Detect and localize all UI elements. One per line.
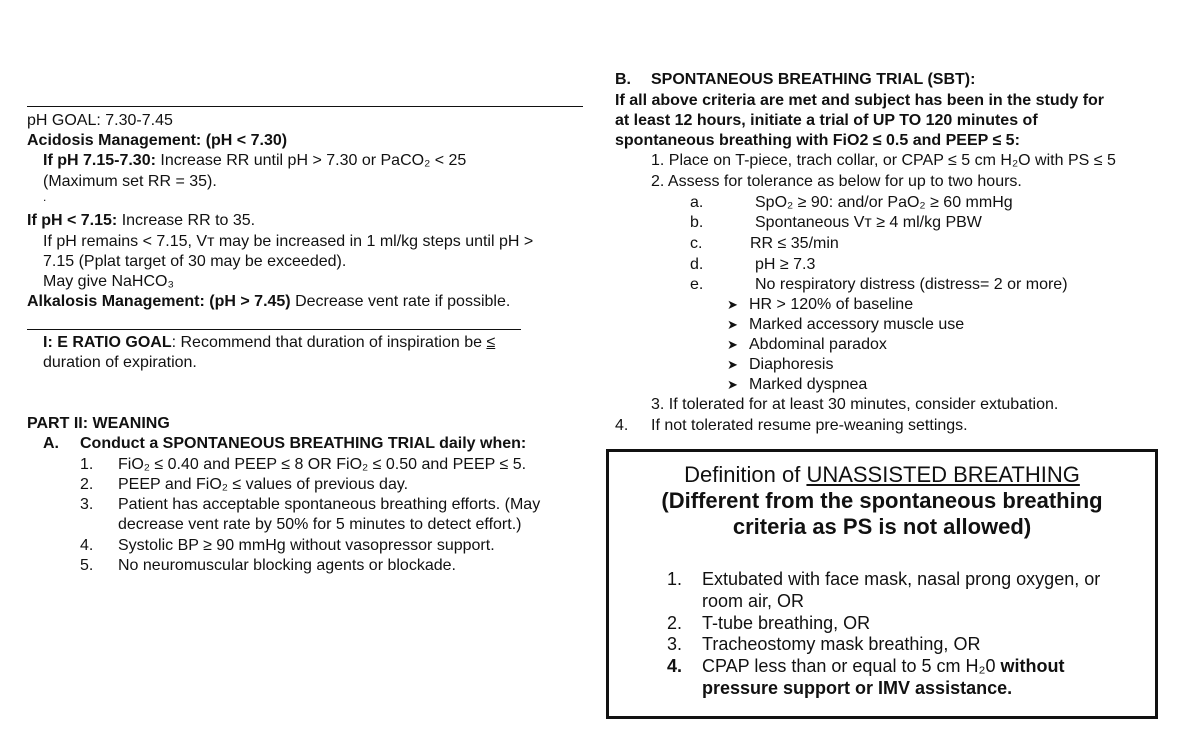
- ph-remains-line2: 7.15 (Pplat target of 30 may be exceeded).: [43, 253, 347, 270]
- arrow-bullet-icon: ➤: [727, 377, 738, 392]
- divider-top: [27, 106, 583, 107]
- definition-item-text-cont: room air, OR: [702, 591, 805, 611]
- ie-ratio-le: ≤: [486, 334, 496, 351]
- tolerance-text: SpO₂ ≥ 90: and/or PaO₂ ≥ 60 mmHg: [755, 194, 1013, 211]
- distress-sign: Marked dyspnea: [749, 376, 868, 393]
- definition-item-text-bold: without: [1000, 656, 1065, 676]
- criterion-text: PEEP and FiO₂ ≤ values of previous day.: [118, 476, 409, 493]
- sbt-intro-line3: spontaneous breathing with FiO2 ≤ 0.5 and PEEP ≤ 5:: [615, 132, 1020, 149]
- tolerance-text: No respiratory distress (distress= 2 or more): [755, 276, 1068, 293]
- ie-ratio-line1: [43, 333, 495, 353]
- ie-ratio-line2: duration of expiration.: [43, 354, 197, 371]
- distress-sign: Diaphoresis: [749, 356, 834, 373]
- ph-lt-715-text: Increase RR to 35.: [117, 212, 256, 229]
- ph-lt-715-label: If pH < 7.15:: [27, 212, 118, 229]
- sbt-step2: 2. Assess for tolerance as below for up to two hours.: [651, 173, 1022, 190]
- sbt-marker: B.: [615, 71, 631, 88]
- distress-sign: HR > 120% of baseline: [749, 296, 914, 313]
- tolerance-letter: e.: [690, 276, 704, 293]
- sbt-criteria-heading: Conduct a SPONTANEOUS BREATHING TRIAL daily when:: [80, 435, 527, 452]
- tolerance-text: Spontaneous Vᴛ ≥ 4 ml/kg PBW: [755, 214, 982, 231]
- ph-715-730-label: If pH 7.15-7.30:: [43, 152, 156, 169]
- definition-title: [609, 462, 1155, 488]
- ie-ratio-text: : Recommend that duration of inspiration be: [171, 334, 487, 351]
- tolerance-letter: b.: [690, 214, 704, 231]
- criterion-text: Patient has acceptable spontaneous breathing efforts. (May: [118, 496, 541, 513]
- ph-715-730-line: [43, 151, 466, 171]
- tolerance-text: RR ≤ 35/min: [750, 235, 839, 252]
- sbt-step4-num: 4.: [615, 417, 629, 434]
- definition-box: [606, 449, 1158, 719]
- tolerance-letter: a.: [690, 194, 704, 211]
- tolerance-letter: c.: [690, 235, 703, 252]
- criterion-text: Systolic BP ≥ 90 mmHg without vasopressor support.: [118, 537, 495, 554]
- sbt-intro-line1: If all above criteria are met and subject has been in the study for: [615, 92, 1105, 109]
- criterion-text: decrease vent rate by 50% for 5 minutes to detect effort.): [118, 516, 522, 533]
- alkalosis-label: Alkalosis Management: (pH > 7.45): [27, 293, 291, 310]
- definition-item-text-plain: CPAP less than or equal to 5 cm H₂0: [702, 656, 1001, 676]
- definition-item-num: 3.: [667, 634, 683, 654]
- definition-item-text: Tracheostomy mask breathing, OR: [702, 634, 981, 654]
- definition-item-text: [702, 655, 1064, 677]
- distress-sign: Marked accessory muscle use: [749, 316, 965, 333]
- arrow-bullet-icon: ➤: [727, 317, 738, 332]
- divider-ie: [27, 329, 521, 330]
- criterion-num: 1.: [80, 456, 94, 473]
- sbt-step3: 3. If tolerated for at least 30 minutes, consider extubation.: [651, 396, 1059, 413]
- definition-title-prefix: Definition of: [684, 462, 807, 487]
- part2-heading: PART II: WEANING: [27, 415, 170, 432]
- max-rr: (Maximum set RR = 35).: [43, 173, 217, 190]
- criterion-text: No neuromuscular blocking agents or blockade.: [118, 557, 456, 574]
- arrow-bullet-icon: ➤: [727, 337, 738, 352]
- definition-item-text: T-tube breathing, OR: [702, 613, 871, 633]
- definition-subtitle-line2: criteria as PS is not allowed): [732, 514, 1032, 539]
- definition-item-num: 1.: [667, 569, 683, 589]
- arrow-bullet-icon: ➤: [727, 297, 738, 312]
- criterion-num: 3.: [80, 496, 94, 513]
- alkalosis-line: [27, 292, 510, 312]
- sbt-step4-text: If not tolerated resume pre-weaning settings.: [651, 417, 968, 434]
- tolerance-letter: d.: [690, 256, 704, 273]
- bicarb-line: May give NaHCO₃: [43, 273, 174, 290]
- sbt-criteria-marker: A.: [43, 435, 59, 452]
- criterion-num: 5.: [80, 557, 94, 574]
- tolerance-text: pH ≥ 7.3: [755, 256, 816, 273]
- ph-lt-715-line: [27, 211, 255, 231]
- sbt-step1: 1. Place on T-piece, trach collar, or CPAP ≤ 5 cm H₂O with PS ≤ 5: [651, 152, 1116, 169]
- ph-715-730-text: Increase RR until pH > 7.30 or PaCO₂ < 25: [155, 152, 467, 169]
- arrow-bullet-icon: ➤: [727, 357, 738, 372]
- ie-ratio-label: I: E RATIO GOAL: [43, 334, 172, 351]
- sbt-intro-line2: at least 12 hours, initiate a trial of UP TO 120 minutes of: [615, 112, 1038, 129]
- definition-item-text: Extubated with face mask, nasal prong oxygen, or: [702, 569, 1101, 589]
- definition-subtitle-line1: (Different from the spontaneous breathing: [661, 488, 1103, 513]
- definition-item-num: 4.: [667, 656, 683, 676]
- alkalosis-text: Decrease vent rate if possible.: [290, 293, 511, 310]
- distress-sign: Abdominal paradox: [749, 336, 887, 353]
- criterion-text: FiO₂ ≤ 0.40 and PEEP ≤ 8 OR FiO₂ ≤ 0.50 and PEEP ≤ 5.: [118, 456, 527, 473]
- definition-title-term: UNASSISTED BREATHING: [806, 462, 1080, 487]
- sbt-heading: SPONTANEOUS BREATHING TRIAL (SBT):: [651, 71, 976, 88]
- criterion-num: 2.: [80, 476, 94, 493]
- ph-remains-line1: If pH remains < 7.15, Vᴛ may be increased in 1 ml/kg steps until pH >: [43, 233, 534, 250]
- ph-goal: pH GOAL: 7.30-7.45: [27, 112, 173, 129]
- definition-item-text-cont: pressure support or IMV assistance.: [702, 678, 1013, 698]
- definition-item-num: 2.: [667, 613, 683, 633]
- criterion-num: 4.: [80, 537, 94, 554]
- stray-dot: .: [43, 190, 47, 204]
- acidosis-heading: Acidosis Management: (pH < 7.30): [27, 132, 288, 149]
